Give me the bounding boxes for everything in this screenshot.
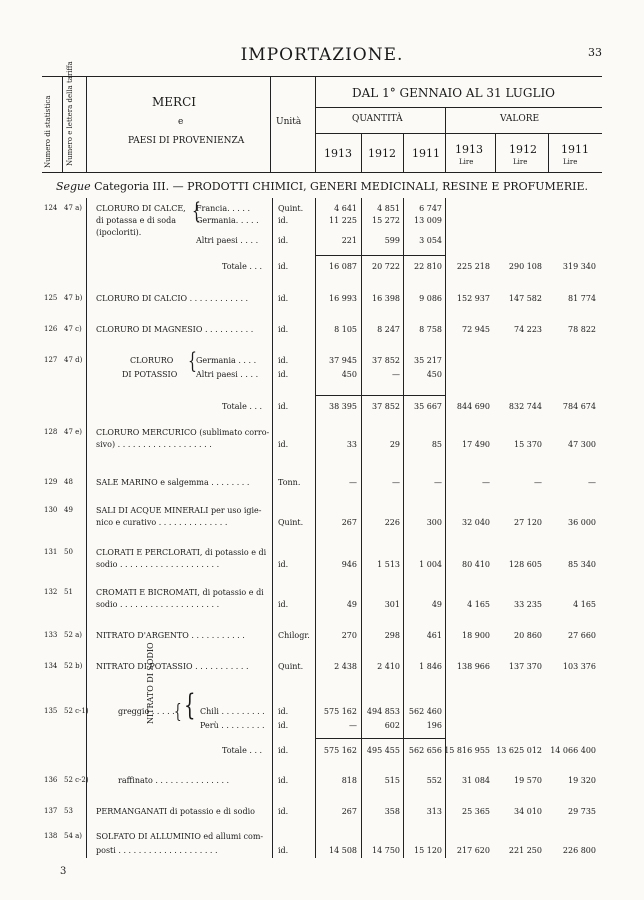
year-q-1913: 1913 bbox=[324, 147, 352, 160]
row-quantity-1911: 562 656 bbox=[408, 746, 442, 755]
row-unit: id. bbox=[278, 262, 289, 271]
row-quantity-1913: 267 bbox=[341, 518, 357, 527]
header-divider bbox=[495, 133, 496, 172]
row-quantity-1913: 2 438 bbox=[334, 662, 357, 671]
header-divider bbox=[86, 76, 87, 172]
row-stat-number: 131 bbox=[44, 548, 58, 556]
row-unit: id. bbox=[278, 356, 289, 365]
row-value-1911: 4 165 bbox=[573, 600, 596, 609]
row-quantity-1911: 1 004 bbox=[419, 560, 442, 569]
row-description: SALE MARINO e salgemma . . . . . . . . bbox=[96, 478, 250, 487]
row-quantity-1912: 494 853 bbox=[366, 707, 400, 716]
row-tariff: 51 bbox=[64, 588, 73, 596]
row-value-1912: 290 108 bbox=[508, 262, 542, 271]
row-quantity-1913: 16 087 bbox=[329, 262, 357, 271]
lire-label: Lire bbox=[459, 158, 474, 166]
header-divider bbox=[62, 76, 63, 172]
body-divider bbox=[86, 198, 87, 858]
row-quantity-1912: 37 852 bbox=[372, 402, 400, 411]
row-value-1911: 14 066 400 bbox=[550, 746, 596, 755]
row-description: CROMATI E BICROMATI, di potassio e di bbox=[96, 588, 264, 597]
year-v-1913: 1913 bbox=[455, 143, 483, 156]
total-rule bbox=[315, 738, 445, 739]
row-description: sodio . . . . . . . . . . . . . . . . . . . . bbox=[96, 560, 220, 569]
row-quantity-1912: 16 398 bbox=[372, 294, 400, 303]
row-value-1912: 33 235 bbox=[514, 600, 542, 609]
header-bottom-rule bbox=[42, 172, 602, 173]
row-value-1913: 31 084 bbox=[462, 776, 490, 785]
row-stat-number: 129 bbox=[44, 478, 58, 486]
valore-heading: VALORE bbox=[500, 114, 540, 124]
row-unit: id. bbox=[278, 776, 289, 785]
row-value-1913: 72 945 bbox=[462, 325, 490, 334]
row-unit: id. bbox=[278, 600, 289, 609]
header-divider bbox=[315, 76, 316, 172]
row-value-1911: 85 340 bbox=[568, 560, 596, 569]
row-description: NITRATO DI POTASSIO . . . . . . . . . . . bbox=[96, 662, 249, 671]
row-value-1912: 20 860 bbox=[514, 631, 542, 640]
row-country: Germania. . . . . bbox=[196, 216, 259, 225]
row-value-1913: 32 040 bbox=[462, 518, 490, 527]
row-unit: id. bbox=[278, 402, 289, 411]
row-description: greggio . . . . . bbox=[118, 707, 175, 716]
row-value-1911: 27 660 bbox=[568, 631, 596, 640]
row-stat-number: 124 bbox=[44, 204, 58, 212]
row-quantity-1913: 267 bbox=[341, 807, 357, 816]
row-tariff: 52 a) bbox=[64, 631, 83, 639]
row-quantity-1911: 196 bbox=[426, 721, 442, 730]
row-value-1912: — bbox=[534, 478, 542, 487]
row-quantity-1911: 9 086 bbox=[419, 294, 442, 303]
row-quantity-1911: 552 bbox=[426, 776, 442, 785]
row-value-1911: 19 320 bbox=[568, 776, 596, 785]
row-description: sivo) . . . . . . . . . . . . . . . . . . . bbox=[96, 440, 212, 449]
row-quantity-1912: 8 247 bbox=[377, 325, 400, 334]
row-quantity-1911: 85 bbox=[431, 440, 442, 449]
row-value-1913: 844 690 bbox=[456, 402, 490, 411]
lire-label: Lire bbox=[563, 158, 578, 166]
row-description: CLORURO DI CALCIO . . . . . . . . . . . . bbox=[96, 294, 249, 303]
row-quantity-1912: 1 513 bbox=[377, 560, 400, 569]
unita-heading: Unità bbox=[276, 117, 302, 127]
row-value-1912: 19 570 bbox=[514, 776, 542, 785]
row-value-1912: 221 250 bbox=[508, 846, 542, 855]
row-value-1911: 784 674 bbox=[562, 402, 596, 411]
row-quantity-1911: 313 bbox=[426, 807, 442, 816]
merci-heading: MERCI bbox=[152, 95, 197, 109]
row-description: CLORATI E PERCLORATI, di potassio e di bbox=[96, 548, 267, 557]
row-description: CLORURO DI CALCE, bbox=[96, 204, 186, 213]
row-quantity-1912: 20 722 bbox=[372, 262, 400, 271]
row-unit: id. bbox=[278, 560, 289, 569]
row-unit: id. bbox=[278, 721, 289, 730]
row-unit: Quint. bbox=[278, 204, 304, 213]
row-quantity-1911: 3 054 bbox=[419, 236, 442, 245]
row-value-1911: 47 300 bbox=[568, 440, 596, 449]
total-rule bbox=[315, 255, 445, 256]
brace: { bbox=[188, 349, 197, 375]
row-quantity-1913: 16 993 bbox=[329, 294, 357, 303]
row-unit: id. bbox=[278, 707, 289, 716]
row-country: Altri paesi . . . . bbox=[196, 370, 259, 379]
row-quantity-1912: 358 bbox=[384, 807, 400, 816]
row-quantity-1913: 37 945 bbox=[329, 356, 357, 365]
header-divider bbox=[403, 133, 404, 172]
header-divider bbox=[445, 107, 446, 172]
row-value-1912: 34 010 bbox=[514, 807, 542, 816]
brace: { bbox=[192, 199, 201, 225]
row-quantity-1913: 575 162 bbox=[323, 746, 357, 755]
row-description: SOLFATO DI ALLUMINIO ed allumi com- bbox=[96, 832, 264, 841]
row-quantity-1911: 562 460 bbox=[408, 707, 442, 716]
category-text: Categoria III. — PRODOTTI CHIMICI, GENERI MEDICINALI, RESINE E PROFUMERIE. bbox=[94, 180, 589, 193]
row-quantity-1911: — bbox=[434, 478, 442, 487]
row-value-1912: 15 370 bbox=[514, 440, 542, 449]
row-tariff: 53 bbox=[64, 807, 73, 815]
row-unit: id. bbox=[278, 846, 289, 855]
row-unit: id. bbox=[278, 236, 289, 245]
row-country: Perù . . . . . . . . . bbox=[200, 721, 265, 730]
row-tariff: 47 c) bbox=[64, 325, 82, 333]
row-tariff: 54 a) bbox=[64, 832, 83, 840]
row-country: Totale . . . bbox=[222, 746, 263, 755]
row-quantity-1913: 14 508 bbox=[329, 846, 357, 855]
row-quantity-1913: 38 395 bbox=[329, 402, 357, 411]
row-quantity-1912: 29 bbox=[389, 440, 400, 449]
row-value-1913: 138 966 bbox=[456, 662, 490, 671]
row-tariff: 52 c-2) bbox=[64, 776, 89, 784]
row-value-1913: 217 620 bbox=[456, 846, 490, 855]
row-tariff: 49 bbox=[64, 506, 73, 514]
row-quantity-1913: 4 641 bbox=[334, 204, 357, 213]
row-tariff: 47 b) bbox=[64, 294, 83, 302]
row-quantity-1912: 495 455 bbox=[366, 746, 400, 755]
row-description: (ipocloriti). bbox=[96, 228, 142, 237]
row-unit: id. bbox=[278, 325, 289, 334]
row-quantity-1912: 2 410 bbox=[377, 662, 400, 671]
row-quantity-1911: 13 009 bbox=[414, 216, 442, 225]
row-description: CLORURO bbox=[130, 356, 174, 365]
row-description: NITRATO D'ARGENTO . . . . . . . . . . . bbox=[96, 631, 245, 640]
row-quantity-1912: 301 bbox=[384, 600, 400, 609]
row-quantity-1911: 35 667 bbox=[414, 402, 442, 411]
row-quantity-1911: 49 bbox=[431, 600, 442, 609]
row-quantity-1913: 8 105 bbox=[334, 325, 357, 334]
row-quantity-1912: — bbox=[392, 370, 400, 379]
period-heading: DAL 1° GENNAIO AL 31 LUGLIO bbox=[352, 86, 556, 100]
row-country: Altri paesi . . . . bbox=[196, 236, 259, 245]
row-unit: Tonn. bbox=[278, 478, 301, 487]
row-description: nico e curativo . . . . . . . . . . . . . . bbox=[96, 518, 228, 527]
row-quantity-1913: 221 bbox=[341, 236, 357, 245]
row-quantity-1912: 37 852 bbox=[372, 356, 400, 365]
row-stat-number: 137 bbox=[44, 807, 58, 815]
row-unit: Quint. bbox=[278, 662, 304, 671]
row-value-1911: — bbox=[588, 478, 596, 487]
row-tariff: 52 b) bbox=[64, 662, 83, 670]
row-unit: id. bbox=[278, 294, 289, 303]
row-stat-number: 126 bbox=[44, 325, 58, 333]
row-tariff: 52 c-1) bbox=[64, 707, 89, 715]
row-quantity-1912: 4 851 bbox=[377, 204, 400, 213]
total-rule bbox=[315, 395, 445, 396]
year-v-1911: 1911 bbox=[561, 143, 589, 156]
row-value-1911: 78 822 bbox=[568, 325, 596, 334]
header-top-rule bbox=[42, 76, 602, 77]
page-title: IMPORTAZIONE. bbox=[240, 45, 404, 65]
row-description: CLORURO DI MAGNESIO . . . . . . . . . . bbox=[96, 325, 254, 334]
row-description: di potassa e di soda bbox=[96, 216, 176, 225]
row-stat-number: 127 bbox=[44, 356, 58, 364]
row-tariff: 50 bbox=[64, 548, 73, 556]
row-quantity-1913: — bbox=[349, 478, 357, 487]
page-number: 33 bbox=[588, 46, 602, 59]
row-country: Totale . . . bbox=[222, 402, 263, 411]
row-value-1911: 81 774 bbox=[568, 294, 596, 303]
row-quantity-1911: 461 bbox=[426, 631, 442, 640]
paesi-heading: PAESI DI PROVENIENZA bbox=[128, 136, 245, 146]
period-rule bbox=[315, 107, 602, 108]
row-value-1912: 137 370 bbox=[508, 662, 542, 671]
row-value-1912: 128 605 bbox=[508, 560, 542, 569]
row-value-1911: 36 000 bbox=[568, 518, 596, 527]
row-value-1911: 103 376 bbox=[562, 662, 596, 671]
row-quantity-1911: 8 758 bbox=[419, 325, 442, 334]
header-divider bbox=[548, 133, 549, 172]
row-quantity-1912: 15 272 bbox=[372, 216, 400, 225]
row-quantity-1912: 602 bbox=[384, 721, 400, 730]
row-quantity-1913: — bbox=[349, 721, 357, 730]
row-value-1913: 4 165 bbox=[467, 600, 490, 609]
lire-label: Lire bbox=[513, 158, 528, 166]
brace: { bbox=[174, 699, 182, 723]
row-value-1912: 74 223 bbox=[514, 325, 542, 334]
row-unit: id. bbox=[278, 216, 289, 225]
row-unit: id. bbox=[278, 370, 289, 379]
row-unit: id. bbox=[278, 746, 289, 755]
col-numero-lettera: Numero e lettera della tariffa bbox=[66, 61, 74, 166]
row-unit: id. bbox=[278, 807, 289, 816]
row-value-1911: 319 340 bbox=[562, 262, 596, 271]
e-heading: e bbox=[178, 117, 184, 127]
row-quantity-1912: 226 bbox=[384, 518, 400, 527]
year-q-1911: 1911 bbox=[412, 147, 440, 160]
row-stat-number: 128 bbox=[44, 428, 58, 436]
row-quantity-1911: 6 747 bbox=[419, 204, 442, 213]
row-description: CLORURO MERCURICO (sublimato corro- bbox=[96, 428, 270, 437]
row-quantity-1912: 14 750 bbox=[372, 846, 400, 855]
year-v-1912: 1912 bbox=[509, 143, 537, 156]
row-quantity-1913: 946 bbox=[341, 560, 357, 569]
row-quantity-1911: 22 810 bbox=[414, 262, 442, 271]
row-quantity-1911: 35 217 bbox=[414, 356, 442, 365]
row-value-1912: 832 744 bbox=[508, 402, 542, 411]
row-quantity-1913: 33 bbox=[346, 440, 357, 449]
row-quantity-1911: 1 846 bbox=[419, 662, 442, 671]
row-value-1913: 225 218 bbox=[456, 262, 490, 271]
row-value-1912: 13 625 012 bbox=[496, 746, 542, 755]
row-value-1913: 17 490 bbox=[462, 440, 490, 449]
row-quantity-1913: 270 bbox=[341, 631, 357, 640]
year-q-1912: 1912 bbox=[368, 147, 396, 160]
nitrato-di-sodio-label: NITRATO DI SODIO bbox=[146, 642, 155, 724]
brace: { bbox=[184, 689, 196, 723]
row-description: sodio . . . . . . . . . . . . . . . . . . . . bbox=[96, 600, 220, 609]
row-tariff: 47 d) bbox=[64, 356, 83, 364]
row-stat-number: 130 bbox=[44, 506, 58, 514]
quantita-heading: QUANTITÀ bbox=[352, 114, 403, 124]
row-stat-number: 135 bbox=[44, 707, 58, 715]
footer-mark: 3 bbox=[60, 866, 67, 877]
row-description: DI POTASSIO bbox=[122, 370, 178, 379]
row-quantity-1912: — bbox=[392, 478, 400, 487]
row-unit: Quint. bbox=[278, 518, 304, 527]
row-quantity-1913: 818 bbox=[341, 776, 357, 785]
header-divider bbox=[270, 76, 271, 172]
category-prefix: Segue bbox=[55, 180, 91, 193]
row-value-1913: 18 900 bbox=[462, 631, 490, 640]
row-stat-number: 133 bbox=[44, 631, 58, 639]
row-description: PERMANGANATI di potassio e di sodio bbox=[96, 807, 255, 816]
row-stat-number: 132 bbox=[44, 588, 58, 596]
row-quantity-1913: 11 225 bbox=[329, 216, 357, 225]
row-value-1913: 152 937 bbox=[456, 294, 490, 303]
row-value-1913: 25 365 bbox=[462, 807, 490, 816]
row-value-1913: 15 816 955 bbox=[444, 746, 490, 755]
row-value-1911: 226 800 bbox=[562, 846, 596, 855]
row-quantity-1913: 575 162 bbox=[323, 707, 357, 716]
row-country: Totale . . . bbox=[222, 262, 263, 271]
row-description: posti . . . . . . . . . . . . . . . . . . . . bbox=[96, 846, 218, 855]
row-quantity-1913: 49 bbox=[346, 600, 357, 609]
row-tariff: 48 bbox=[64, 478, 73, 486]
row-tariff: 47 a) bbox=[64, 204, 83, 212]
row-quantity-1912: 515 bbox=[384, 776, 400, 785]
body-divider bbox=[272, 198, 273, 858]
row-value-1912: 27 120 bbox=[514, 518, 542, 527]
row-description: raffinato . . . . . . . . . . . . . . . bbox=[118, 776, 230, 785]
row-stat-number: 134 bbox=[44, 662, 58, 670]
row-unit: id. bbox=[278, 440, 289, 449]
row-quantity-1912: 599 bbox=[384, 236, 400, 245]
row-stat-number: 138 bbox=[44, 832, 58, 840]
row-quantity-1911: 450 bbox=[426, 370, 442, 379]
row-quantity-1913: 450 bbox=[341, 370, 357, 379]
row-description: SALI DI ACQUE MINERALI per uso igie- bbox=[96, 506, 262, 515]
row-value-1913: — bbox=[482, 478, 490, 487]
row-quantity-1911: 15 120 bbox=[414, 846, 442, 855]
row-country: Germania . . . . bbox=[196, 356, 257, 365]
row-stat-number: 136 bbox=[44, 776, 58, 784]
row-value-1913: 80 410 bbox=[462, 560, 490, 569]
row-quantity-1911: 300 bbox=[426, 518, 442, 527]
row-tariff: 47 e) bbox=[64, 428, 83, 436]
category-heading bbox=[0, 180, 644, 193]
row-quantity-1912: 298 bbox=[384, 631, 400, 640]
row-unit: Chilogr. bbox=[278, 631, 310, 640]
row-value-1912: 147 582 bbox=[508, 294, 542, 303]
row-stat-number: 125 bbox=[44, 294, 58, 302]
col-numero-statistica: Numero di statistica bbox=[44, 95, 52, 168]
row-value-1911: 29 735 bbox=[568, 807, 596, 816]
row-country: Francia. . . . . bbox=[196, 204, 250, 213]
row-country: Chili . . . . . . . . . bbox=[200, 707, 265, 716]
header-divider bbox=[361, 133, 362, 172]
subheader-rule bbox=[315, 133, 602, 134]
